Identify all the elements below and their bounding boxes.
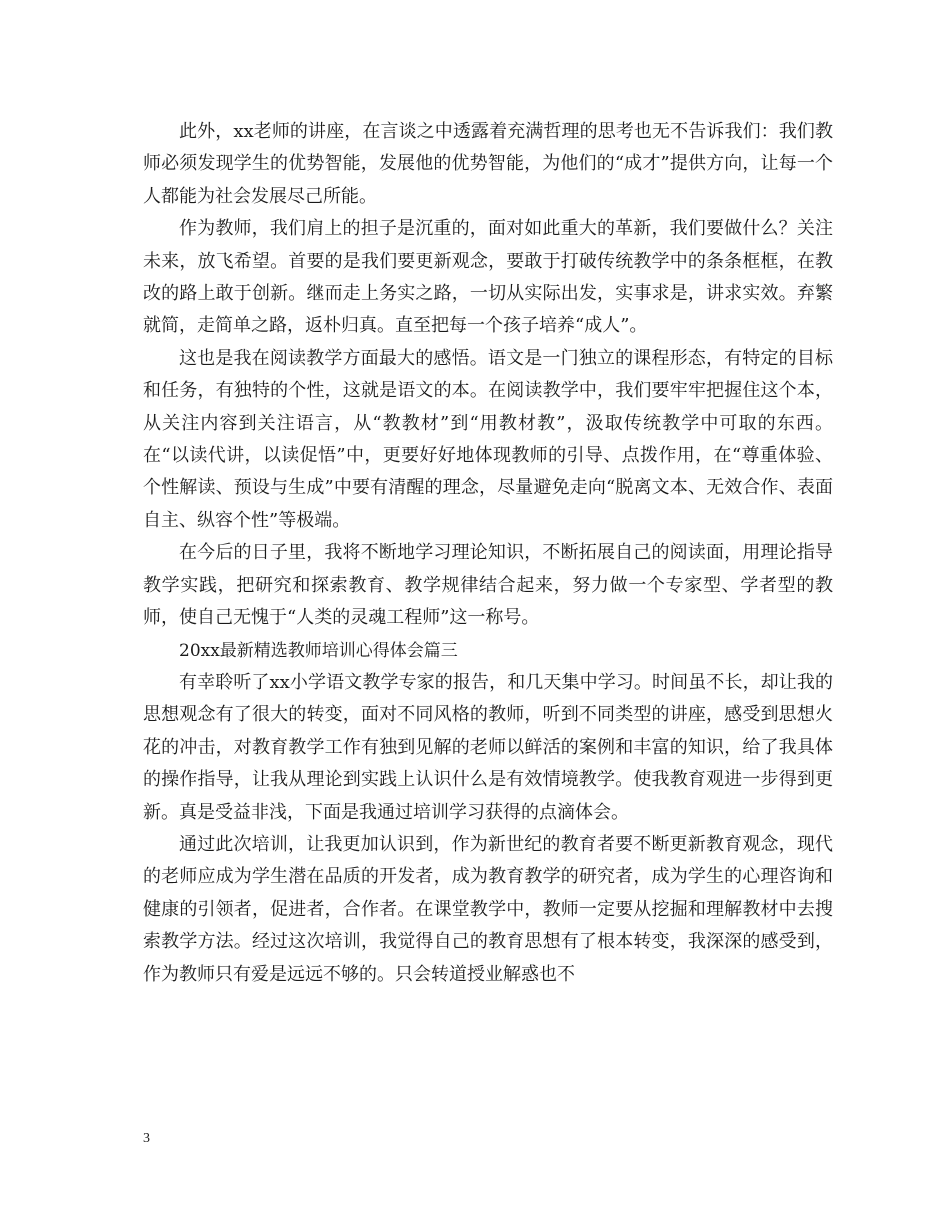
section-heading: 20xx最新精选教师培训心得体会篇三 xyxy=(179,640,458,661)
page-number: 3 xyxy=(143,1131,150,1146)
paragraph-2: 作为教师，我们肩上的担子是沉重的，面对如此重大的革新，我们要做什么？关注未来，放飞希望。首要的是我们要更新观念，要敢于打破传统教学中的条条框框，在教改的路上敢于创新。继而走上务实之路，一切从实际出发，实事求是，讲求实效。弃繁就简，走简单之路，返朴归真。直至把每一个孩子培养“成人”。 xyxy=(143,218,833,337)
paragraph-1: 此外，xx老师的讲座，在言谈之中透露着充满哲理的思考也无不告诉我们：我们教师必须发现学生的优势智能，发展他的优势智能，为他们的“成才”提供方向，让每一个人都能为社会发展尽己所能。 xyxy=(143,121,833,207)
paragraph-3: 这也是我在阅读教学方面最大的感悟。语文是一门独立的课程形态，有特定的目标和任务，有独特的个性，这就是语文的本。在阅读教学中，我们要牢牢把握住这个本，从关注内容到关注语言，从“教教材”到“用教材教”，汲取传统教学中可取的东西。在“以读代讲，以读促悟”中，更要好好地体现教师的引导、点拨作用，在“尊重体验、个性解读、预设与生成”中要有清醒的理念，尽量避免走向“脱离文本、无效合作、表面自主、纵容个性”等极端。 xyxy=(143,347,833,531)
paragraph-6: 通过此次培训，让我更加认识到，作为新世纪的教育者要不断更新教育观念，现代的老师应成为学生潜在品质的开发者，成为教育教学的研究者，成为学生的心理咨询和健康的引领者，促进者，合作者。在课堂教学中，教师一定要从挖掘和理解教材中去搜索教学方法。经过这次培训，我觉得自己的教育思想有了根本转变，我深深的感受到，作为教师只有爱是远远不够的。只会转道授业解惑也不 xyxy=(143,833,833,985)
page-content xyxy=(143,116,833,991)
paragraph-5: 有幸聆听了xx小学语文教学专家的报告，和几天集中学习。时间虽不长，却让我的思想观念有了很大的转变，面对不同风格的教师，听到不同类型的讲座，感受到思想火花的冲击，对教育教学工作有独到见解的老师以鲜活的案例和丰富的知识，给了我具体的操作指导，让我从理论到实践上认识什么是有效情境教学。使我教育观进一步得到更新。真是受益非浅，下面是我通过培训学习获得的点滴体会。 xyxy=(143,671,833,823)
paragraph-4: 在今后的日子里，我将不断地学习理论知识，不断拓展自己的阅读面，用理论指导教学实践，把研究和探索教育、教学规律结合起来，努力做一个专家型、学者型的教师，使自己无愧于“人类的灵魂工程师”这一称号。 xyxy=(143,542,833,629)
